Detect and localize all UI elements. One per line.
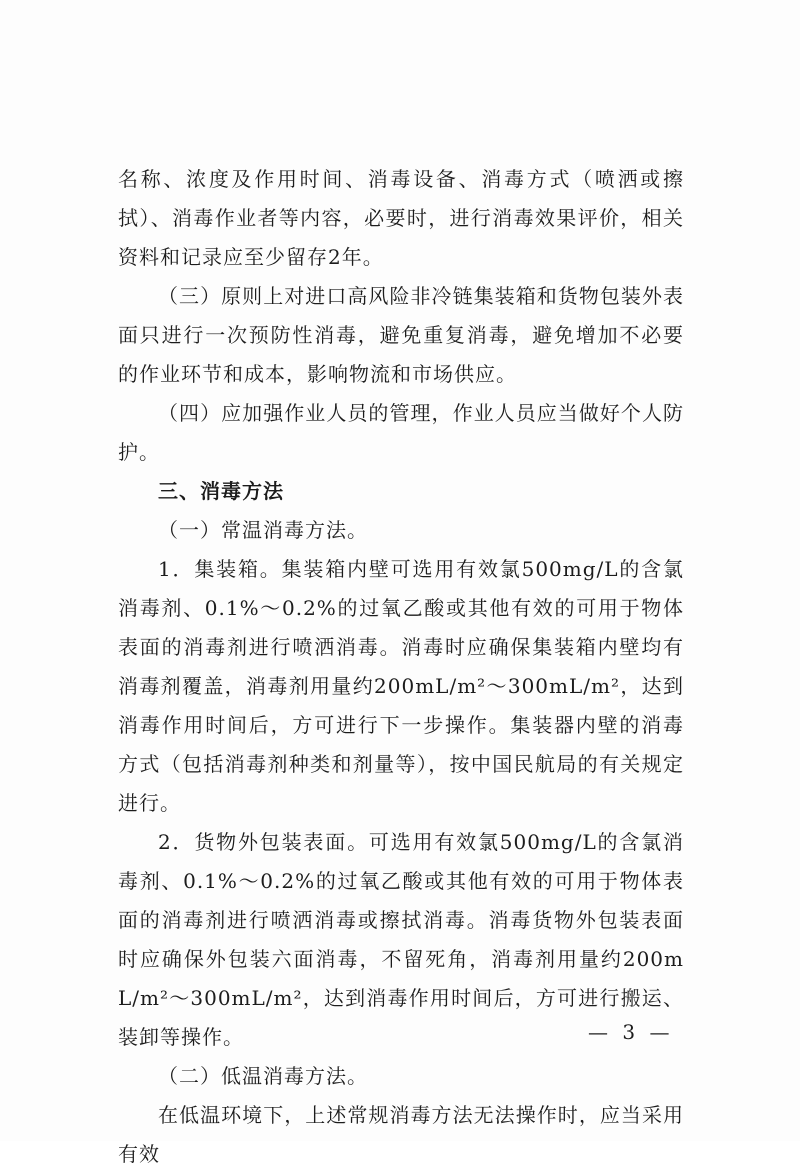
- paragraph-disinfection-record: 名称、浓度及作用时间、消毒设备、消毒方式（喷洒或擦拭）、消毒作业者等内容，必要时，进行消毒效果评价，相关资料和记录应至少留存2年。: [118, 167, 684, 269]
- paragraph-container: 1．集装箱。集装箱内壁可选用有效氯500mg/L的含氯消毒剂、0.1%～0.2%的过氧乙酸或其他有效的可用于物体表面的消毒剂进行喷洒消毒。消毒时应确保集装箱内壁均有消毒剂覆盖，消毒剂用量约200mL/m²～300mL/m²，达到消毒作用时间后，方可进行下一步操作。集装器内壁的消毒方式（包括消毒剂种类和剂量等），按中国民航局的有关规定进行。: [118, 557, 684, 815]
- subheading-room-temperature: （一）常温消毒方法。: [158, 518, 368, 542]
- paragraph-principle-four: （四）应加强作业人员的管理，作业人员应当做好个人防护。: [118, 401, 684, 464]
- section-heading-disinfection-methods: 三、消毒方法: [158, 479, 284, 503]
- paragraph-outer-packaging: 2．货物外包装表面。可选用有效氯500mg/L的含氯消毒剂、0.1%～0.2%的过氧乙酸或其他有效的可用于物体表面的消毒剂进行喷洒消毒或擦拭消毒。消毒货物外包装表面时应确保外包装六面消毒，不留死角，消毒剂用量约200mL/m²～300mL/m²，达到消毒作用时间后，方可进行搬运、装卸等操作。: [118, 830, 684, 1049]
- page-number: — 3 —: [588, 1020, 674, 1044]
- paragraph-principle-three: （三）原则上对进口高风险非冷链集装箱和货物包装外表面只进行一次预防性消毒，避免重复消毒，避免增加不必要的作业环节和成本，影响物流和市场供应。: [118, 284, 684, 386]
- paragraph-low-temperature-intro: 在低温环境下，上述常规消毒方法无法操作时，应当采用有效: [118, 1103, 684, 1166]
- subheading-low-temperature: （二）低温消毒方法。: [158, 1064, 368, 1088]
